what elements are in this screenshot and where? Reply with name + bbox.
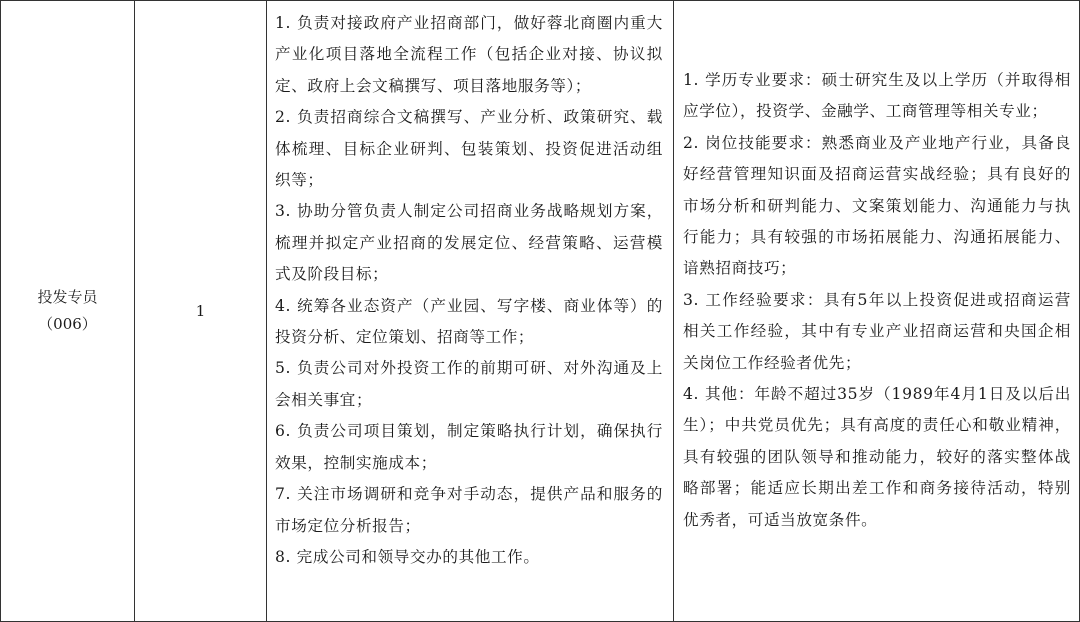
position-code: （006） bbox=[38, 315, 97, 333]
requirements-list bbox=[674, 1, 1079, 536]
requirement-item: 2. 岗位技能要求：熟悉商业及产业地产行业，具备良好经营管理知识面及招商运营实战经验；具有良好的市场分析和研判能力、文案策划能力、沟通能力与执行能力；具有较强的市场拓展能力、沟通拓展能力、谙熟招商技巧； bbox=[683, 133, 1071, 278]
requirements-cell bbox=[674, 1, 1080, 622]
headcount-value: 1 bbox=[195, 302, 206, 320]
duties-list bbox=[267, 1, 673, 573]
duties-cell bbox=[267, 1, 674, 622]
duty-item: 7. 关注市场调研和竞争对手动态，提供产品和服务的市场定位分析报告； bbox=[275, 485, 663, 535]
duty-item: 4. 统筹各业态资产（产业园、写字楼、商业体等）的投资分析、定位策划、招商等工作； bbox=[275, 296, 663, 347]
table-row bbox=[1, 1, 1080, 622]
duty-item: 3. 协助分管负责人制定公司招商业务战略规划方案，梳理并拟定产业招商的发展定位、经营策略、运营模式及阶段目标； bbox=[275, 202, 663, 284]
requirement-item: 3. 工作经验要求：具有5年以上投资促进或招商运营相关工作经验，其中有专业产业招商运营和央国企相关岗位工作经验者优先； bbox=[683, 290, 1071, 372]
requirement-item: 1. 学历专业要求：硕士研究生及以上学历（并取得相应学位），投资学、金融学、工商管理等相关专业； bbox=[683, 71, 1071, 121]
duty-item: 2. 负责招商综合文稿撰写、产业分析、政策研究、载体梳理、目标企业研判、包装策划、投资促进活动组织等； bbox=[275, 108, 663, 190]
duty-item: 1. 负责对接政府产业招商部门，做好蓉北商圈内重大产业化项目落地全流程工作（包括企业对接、协议拟定、政府上会文稿撰写、项目落地服务等）； bbox=[275, 14, 663, 95]
headcount-cell bbox=[135, 1, 267, 622]
requirement-item: 4. 其他：年龄不超过35岁（1989年4月1日及以后出生）；中共党员优先；具有高度的责任心和敬业精神，具有较强的团队领导和推动能力，较好的落实整体战略部署；能适应长期出差工作和商务接待活动，特别优秀者，可适当放宽条件。 bbox=[683, 385, 1071, 529]
position-title: 投发专员 bbox=[37, 288, 98, 306]
duty-item: 8. 完成公司和领导交办的其他工作。 bbox=[275, 547, 540, 566]
position-cell bbox=[1, 1, 135, 622]
duty-item: 6. 负责公司项目策划，制定策略执行计划，确保执行效果，控制实施成本； bbox=[275, 422, 663, 472]
duty-item: 5. 负责公司对外投资工作的前期可研、对外沟通及上会相关事宜； bbox=[275, 359, 663, 409]
